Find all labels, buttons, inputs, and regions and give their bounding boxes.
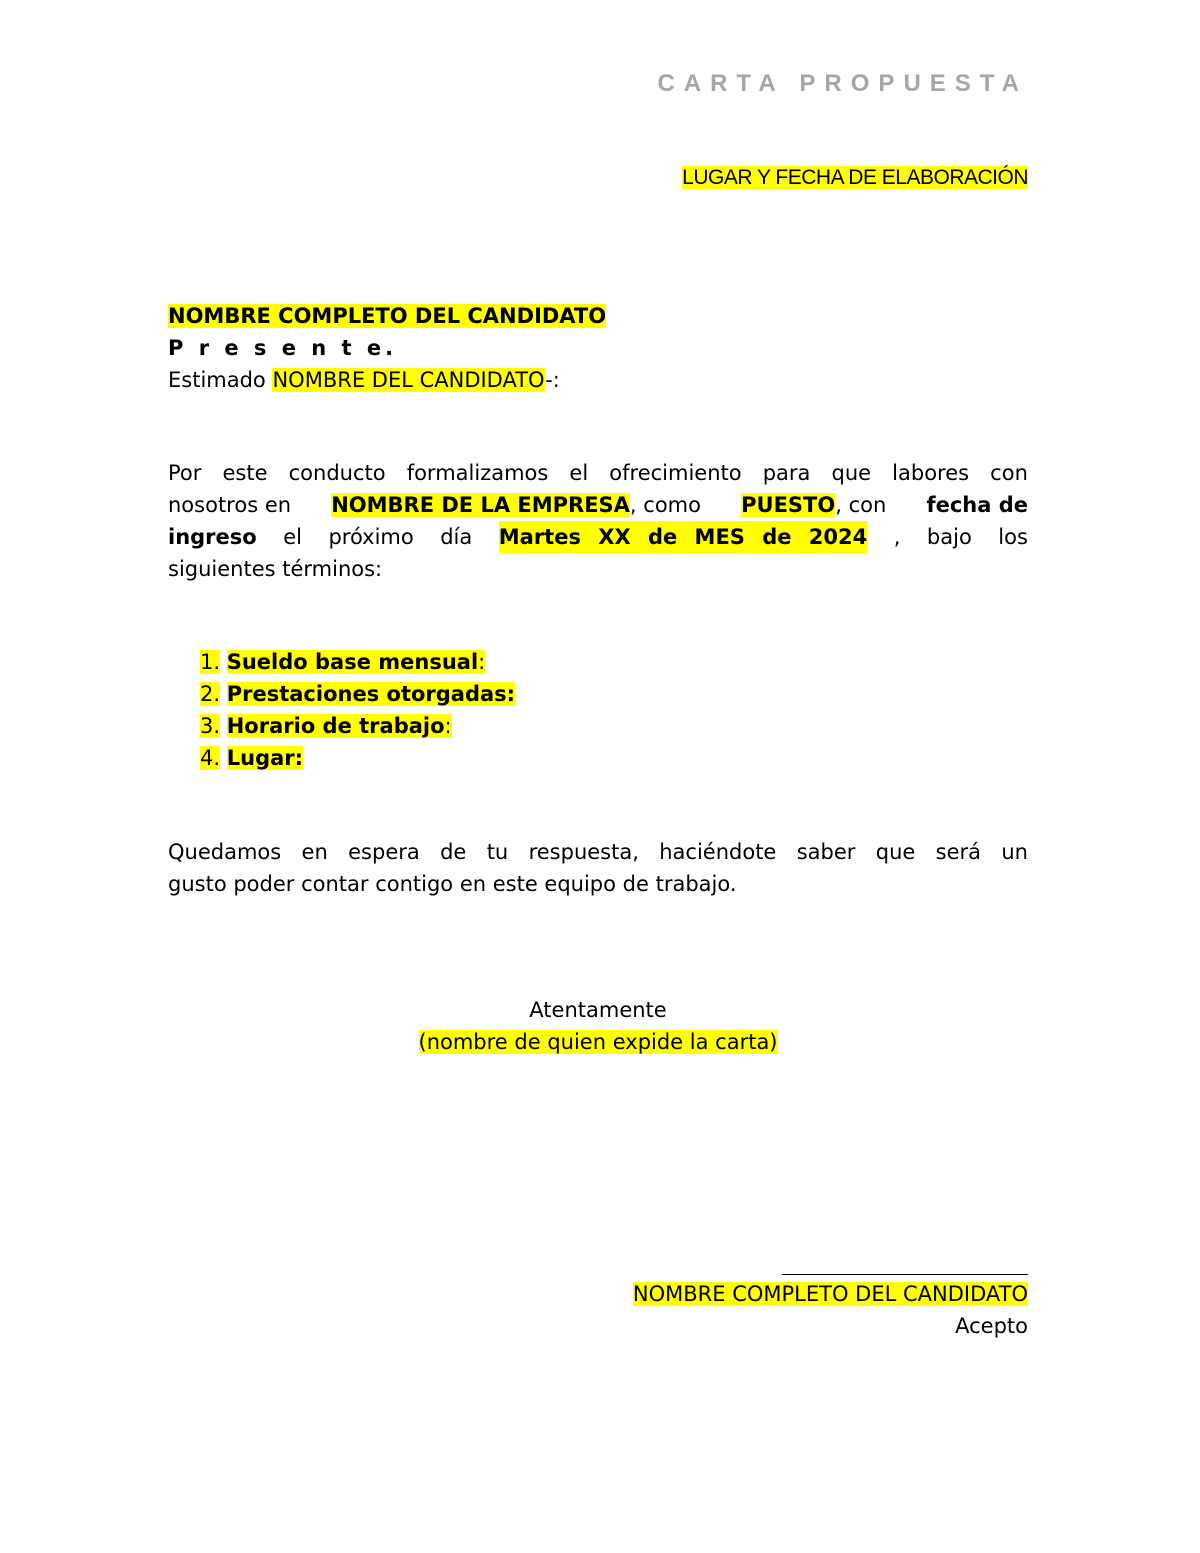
company-name: NOMBRE DE LA EMPRESA [331,493,630,517]
list-item [200,742,515,774]
acceptance-name-line [633,1278,1028,1310]
list-item [200,646,515,678]
offer-line-4: siguientes términos: [168,557,383,581]
list-item [200,710,515,742]
text: nosotros en [168,493,292,517]
list-number: 4. [200,746,221,770]
word: este [222,461,268,485]
word: saber [796,840,856,864]
term-label: Sueldo base mensual [226,650,479,674]
word: Por [168,461,202,485]
word: conducto [288,461,386,485]
offer-line-2 [168,489,1028,521]
word: el [569,461,589,485]
terms-list [200,646,515,774]
term-label: Lugar: [226,746,304,770]
greeting-suffix: -: [545,368,560,392]
word: un [1001,840,1028,864]
word: el [283,525,302,549]
greeting-line [168,364,560,396]
start-date: Martes XX de MES de 2024 [499,521,868,553]
list-number: 3. [200,714,221,738]
word: labores [892,461,970,485]
start-label: fecha de [926,493,1028,517]
word: para [762,461,811,485]
word: de [440,840,467,864]
text: , como [629,493,701,517]
issuer-line [168,1026,1028,1058]
word: que [831,461,872,485]
recipient-name-line [168,300,606,332]
word: los [998,525,1028,549]
greeting-prefix: Estimado [168,368,273,392]
signature-line [782,1274,1028,1275]
word: próximo [328,525,414,549]
closing-line-2: gusto poder contar contigo en este equipo de trabajo. [168,872,737,896]
text: , con [835,493,887,517]
word: formalizamos [406,461,549,485]
word: que [875,840,916,864]
word: ofrecimiento [609,461,742,485]
word: en [301,840,328,864]
term-label: Prestaciones otorgadas: [226,682,516,706]
term-suffix: : [478,650,486,674]
term-suffix: : [444,714,452,738]
word: será [935,840,982,864]
place-date-line [682,166,1028,190]
word: , [893,525,901,549]
offer-line-3 [168,521,1028,553]
term-label: Horario de trabajo [226,714,445,738]
word: espera [348,840,420,864]
closing-line-1 [168,836,1028,868]
recipient-name: NOMBRE COMPLETO DEL CANDIDATO [168,304,607,328]
offer-paragraph [168,457,1028,585]
word: bajo [926,525,972,549]
list-number: 1. [200,650,221,674]
word: respuesta, [528,840,639,864]
acceptance-label: Acepto [955,1314,1028,1338]
list-item [200,678,515,710]
word: día [440,525,473,549]
word: tu [486,840,509,864]
word: Quedamos [168,840,282,864]
list-number: 2. [200,682,221,706]
word: con [990,461,1028,485]
offer-line-1 [168,457,1028,489]
acceptance-name: NOMBRE COMPLETO DEL CANDIDATO [632,1282,1028,1306]
word: haciéndote [659,840,777,864]
issuer-placeholder: (nombre de quien expide la carta) [418,1030,778,1054]
place-date-placeholder: LUGAR Y FECHA DE ELABORACIÓN [682,166,1028,189]
closing-paragraph [168,836,1028,900]
signoff-atentamente: Atentamente [529,998,667,1022]
document-title: CARTA PROPUESTA [657,70,1028,97]
presente-line: P r e s e n t e. [168,336,398,360]
position-name: PUESTO [741,493,836,517]
greeting-name: NOMBRE DEL CANDIDATO [272,368,546,392]
start-label: ingreso [168,525,257,549]
